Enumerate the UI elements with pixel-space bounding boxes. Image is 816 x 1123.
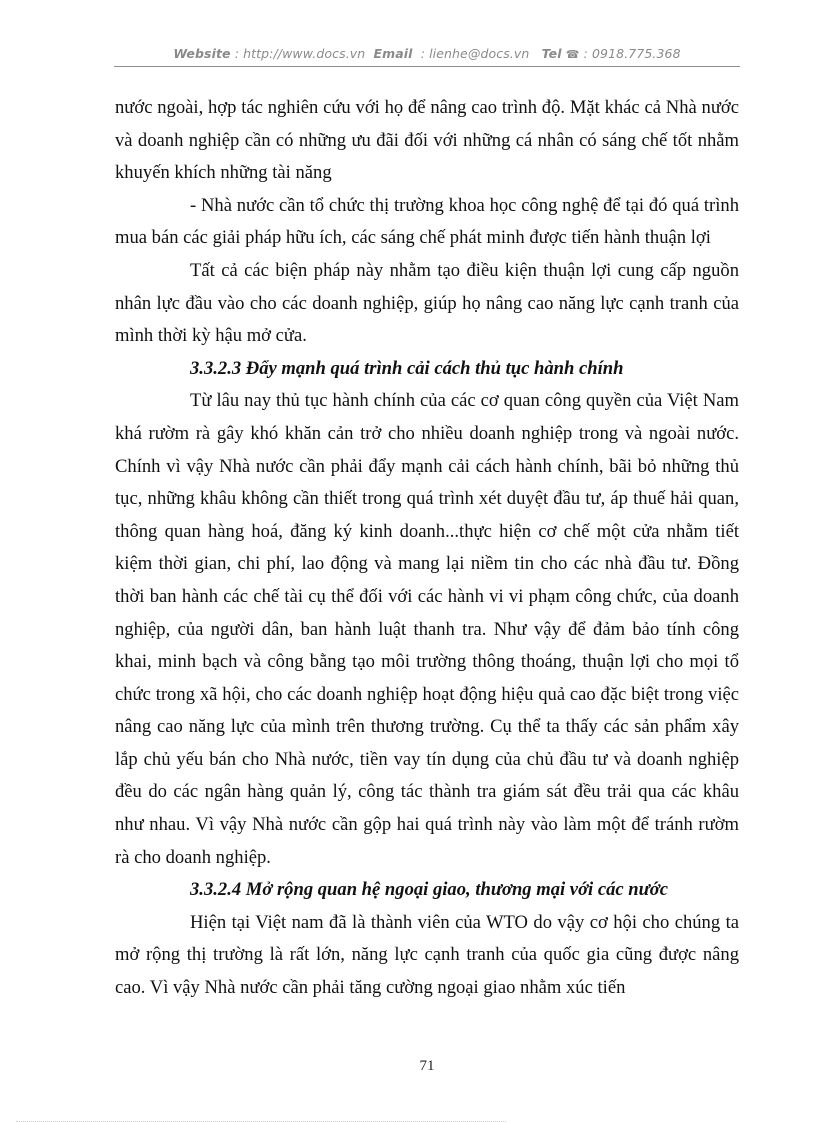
phone-icon: ☎: [565, 48, 580, 61]
tel-label: Tel: [541, 46, 562, 61]
section-heading: 3.3.2.4 Mở rộng quan hệ ngoại giao, thương mại với các nước: [190, 879, 669, 901]
page-header: [114, 46, 740, 66]
paragraph: nước ngoài, hợp tác nghiên cứu với họ để nâng cao trình độ. Mặt khác cả Nhà nước và doanh nghiệp cần có những ưu đãi đối với những cá nhân có sáng chế tốt nhằm khuyến khích những tài năng: [115, 97, 739, 184]
paragraph: Từ lâu nay thủ tục hành chính của các cơ quan công quyền của Việt Nam khá rườm rà gây khó khăn cản trở cho nhiều doanh nghiệp trong và ngoài nước. Chính vì vậy Nhà nước cần phải đẩy mạnh cải cách hành chính, bãi bỏ những thủ tục, những khâu không cần thiết trong quá trình xét duyệt đầu tư, áp thuế hải quan, thông quan hàng hoá, đăng ký kinh doanh...thực hiện cơ chế một cửa nhằm tiết kiệm thời gian, chi phí, lao động và mang lại niềm tin cho các nhà đầu tư. Đồng thời ban hành các chế tài cụ thể đối với các hành vi vi phạm công chức, của doanh nghiệp, của người dân, ban hành luật thanh tra. Như vậy để đảm bảo tính công khai, minh bạch và công bằng tạo môi trường thông thoáng, thuận lợi cho mọi tổ chức trong xã hội, cho các doanh nghiệp hoạt động hiệu quả cao đặc biệt trong việc nâng cao năng lực của mình trên thương trường. Cụ thể ta thấy các sản phẩm xây lắp chủ yếu bán cho Nhà nước, tiền vay tín dụng của chủ đầu tư và doanh nghiệp đều do các ngân hàng quản lý, công tác thành tra giám sát đều trải qua các khâu như nhau. Vì vậy Nhà nước cần gộp hai quá trình này vào làm một để tránh rườm rà cho doanh nghiệp.: [115, 390, 739, 868]
paragraph: Hiện tại Việt nam đã là thành viên của WTO do vậy cơ hội cho chúng ta mở rộng thị trường là rất lớn, năng lực cạnh tranh của quốc gia cũng được nâng cao. Vì vậy Nhà nước cần phải tăng cường ngoại giao nhằm xúc tiến: [115, 911, 739, 999]
header-divider: [114, 66, 740, 67]
website-label: Website: [173, 46, 231, 61]
page-number: 71: [419, 1058, 435, 1074]
email-value: : lienhe@docs.vn: [420, 46, 530, 61]
tel-value: : 0918.775.368: [583, 46, 681, 61]
email-label: Email: [373, 46, 413, 61]
bullet-paragraph: - Nhà nước cần tổ chức thị trường khoa học công nghệ để tại đó quá trình mua bán các giải pháp hữu ích, các sáng chế phát minh được tiến hành thuận lợi: [115, 194, 739, 249]
website-value: : http://www.docs.vn: [234, 46, 366, 61]
document-body: [115, 92, 739, 1005]
page-bottom-divider: [16, 1121, 506, 1122]
paragraph: Tất cả các biện pháp này nhằm tạo điều kiện thuận lợi cung cấp nguồn nhân lực đầu vào cho các doanh nghiệp, giúp họ nâng cao năng lực cạnh tranh của mình thời kỳ hậu mở cửa.: [115, 259, 739, 347]
section-heading: 3.3.2.3 Đẩy mạnh quá trình cải cách thủ tục hành chính: [190, 357, 624, 379]
